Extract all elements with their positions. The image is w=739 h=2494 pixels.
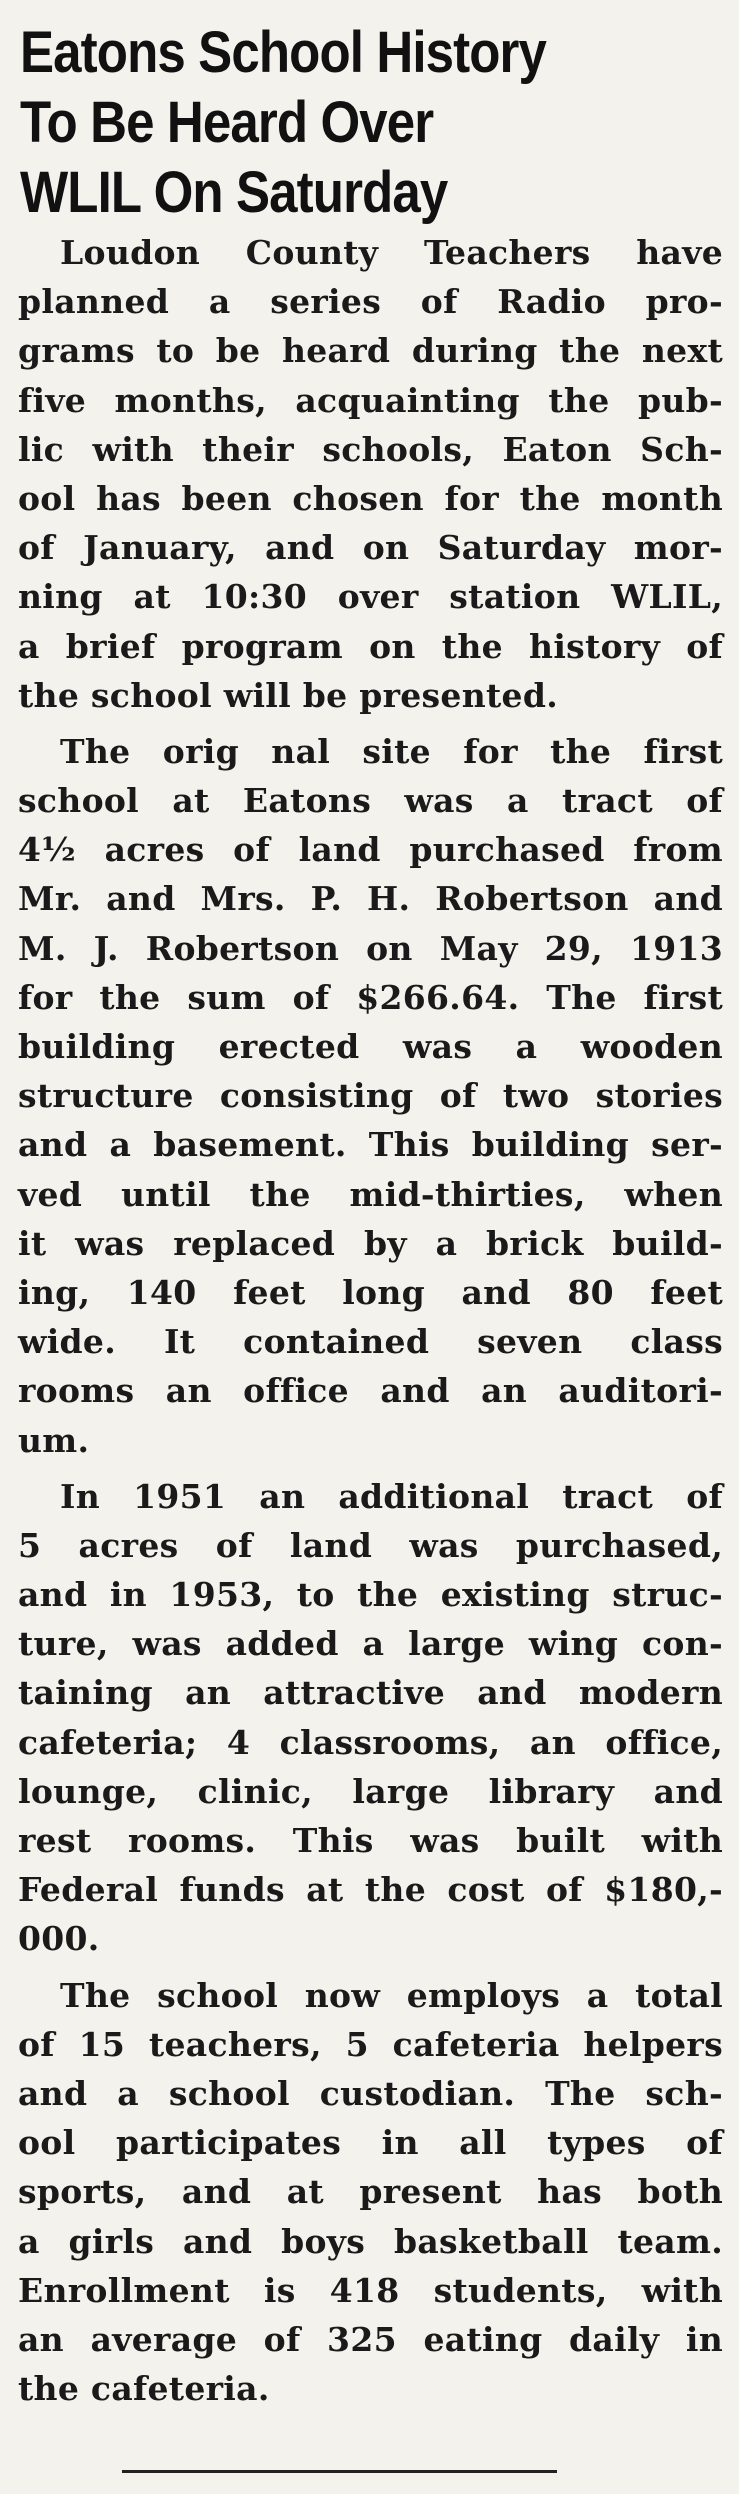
text-line: taining an attractive and modern xyxy=(18,1673,723,1713)
paragraph-intro xyxy=(18,228,723,720)
text-line: of 15 teachers, 5 cafeteria helpers xyxy=(18,2024,723,2064)
text-line: ing, 140 feet long and 80 feet xyxy=(18,1272,723,1312)
text-line: structure consisting of two stories xyxy=(18,1076,723,1116)
text-line: ture, was added a large wing con- xyxy=(18,1624,723,1664)
text-line: The orig nal site for the first xyxy=(60,731,723,771)
text-line: an average of 325 eating daily in xyxy=(18,2319,723,2359)
headline-line: Eatons School History xyxy=(20,20,547,85)
text-line: it was replaced by a brick build- xyxy=(18,1223,723,1263)
text-line: um. xyxy=(18,1420,90,1460)
text-line: and a basement. This building ser- xyxy=(18,1125,723,1165)
paragraph-original-site xyxy=(18,727,723,1465)
text-line: lic with their schools, Eaton Sch- xyxy=(18,429,723,469)
text-line: grams to be heard during the next xyxy=(18,331,723,371)
text-line: cafeteria; 4 classrooms, an office, xyxy=(18,1722,723,1762)
text-line: planned a series of Radio pro- xyxy=(18,282,723,322)
text-line: for the sum of $266.64. The first xyxy=(18,977,723,1017)
text-line: 4½ acres of land purchased from xyxy=(18,830,723,870)
text-line: a girls and boys basketball team. xyxy=(18,2221,723,2261)
text-line: five months, acquainting the pub- xyxy=(18,380,723,420)
headline-line: To Be Heard Over xyxy=(20,90,434,155)
text-line: rest rooms. This was built with xyxy=(18,1821,723,1860)
text-line: ning at 10:30 over station WLIL, xyxy=(18,577,723,617)
text-line: ved until the mid-thirties, when xyxy=(18,1174,723,1214)
text-line: and in 1953, to the existing struc- xyxy=(18,1575,723,1615)
text-line: sports, and at present has both xyxy=(18,2172,723,2212)
text-line: Federal funds at the cost of $180,- xyxy=(18,1870,723,1910)
text-line: Mr. and Mrs. P. H. Robertson and xyxy=(18,879,723,919)
article-body xyxy=(18,228,723,2420)
text-line: wide. It contained seven class xyxy=(18,1322,723,1362)
text-line: ool has been chosen for the month xyxy=(18,478,723,518)
text-line: a brief program on the history of xyxy=(18,626,723,666)
text-line: The school now employs a total xyxy=(60,1975,723,2015)
text-line: Loudon County Teachers have xyxy=(60,233,723,272)
text-line: building erected was a wooden xyxy=(18,1027,723,1066)
headline xyxy=(20,18,636,228)
paragraph-expansion xyxy=(18,1472,723,1964)
text-line: of January, and on Saturday mor- xyxy=(18,528,723,568)
headline-line: WLIL On Saturday xyxy=(20,160,448,225)
text-line: lounge, clinic, large library and xyxy=(18,1771,723,1811)
text-line: In 1951 an additional tract of xyxy=(60,1476,723,1516)
text-line: 5 acres of land was purchased, xyxy=(18,1525,723,1565)
text-line: school at Eatons was a tract of xyxy=(18,781,723,821)
text-line: rooms an office and an auditori- xyxy=(18,1371,723,1411)
text-line: M. J. Robertson on May 29, 1913 xyxy=(18,928,723,968)
text-line: and a school custodian. The sch- xyxy=(18,2073,723,2113)
text-line: the cafeteria. xyxy=(18,2369,270,2409)
column-divider-rule xyxy=(122,2470,557,2473)
text-line: Enrollment is 418 students, with xyxy=(18,2270,723,2310)
text-line: ool participates in all types of xyxy=(18,2123,723,2163)
text-line: the school will be presented. xyxy=(18,675,559,715)
text-line: 000. xyxy=(18,1919,100,1959)
paragraph-staff xyxy=(18,1971,723,2414)
